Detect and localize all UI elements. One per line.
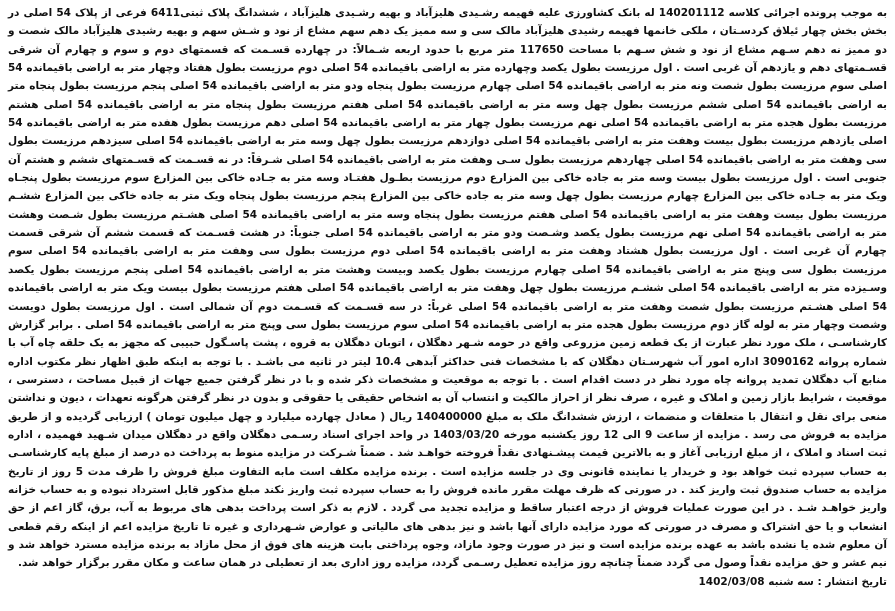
- notice-body-text: به موجب پرونده اجرائی کلاسه 140201112 له بانک کشاورزی علیه فهیمه رشـیدی هلیزآباد و بهیه رشـیدی هلیزآباد ، ششدانگ پلاک ثبتی6411 فرعی از پلاک 54 اصلی در بخش بخش چهار ئیلاق کردسـتان ، ملکی خانمها فهیمه رشیدی هلیزآباد مالک سی و سه ممیز یک دهم سهم مشاع از نود و شـش سهم و بهیه رشیدی هلیزآباد مالک شصت و دو ممیز نه دهم سـهم مشاع از نود و شش سـهم با مساحت 117650 متر مربع با حدود اربعه شـمالاً: در چهارده قسـمت که قسمتهای دوم و سوم و چهارم آن شرقی قسـمتهای دهم و یازدهم آن غربی است . اول مرزیست بطول یکصد وچهارده متر به اراضی باقیمانده 54 اصلی دوم مرزیست بطول هفتاد وچهار متر به اراضی باقیمانده 54 اصلی سوم مرزیست بطول شصت ونه متر به اراضی باقیمانده 54 اصلی چهارم مرزیست بطول پنجاه ودو متر به اراضی باقیمانده 54 اصلی پنجم مرزیست بطول پنجاه متر به اراضی باقیمانده 54 اصلی ششم مرزیست بطول چهل وسه متر به اراضی باقیمانده 54 اصلی هفتم مرزیست بطول پنجاه متر به اراضی باقیمانده 54 اصلی هشتم مرزیست بطول هجده متر به اراضی باقیمانده 54 اصلی نهم مرزیست بطول چهار متر به اراضی باقیمانده 54 اصلی دهم مرزیست بطول هفده متر به اراضی باقیمانده 54 اصلی یازدهم مرزیست بطول بیست وهفت متر به اراضی باقیمانده 54 اصلی دوازدهم مرزیست بطول چهل وسه متر به اراضی باقیمانده 54 اصلی سیزدهم مرزیست بطول سی وهفت متر به اراضی باقیمانده 54 اصلی چهاردهم مرزیست بطول سـی وهفت متر به اراضی باقیمانده 54 اصلی شـرقاً: در نه قسـمت که قسـمتهای ششم و هشتم آن جنوبی است . اول مرزیست بطول بیست وسه متر به جاده خاکی بین المزارع دوم مرزیست بطـول هفتـاد وسه متر به جـاده خاکی بین المزارع سوم مرزیست بطول پنجـاه ویک متر به جـاده خاکی بین المزارع چهارم مرزیست بطول چهل وسه متر به جاده خاکی بین المزارع پنجم مرزیست بطول پنجاه ویک متر به جاده خاکی بین المزارع ششـم مرزیست بطول بیست وهفت متر به اراضی باقیمانده 54 اصلی هفتم مرزیست بطول پنجاه وسه متر به اراضی باقیمانده 54 اصلی هشـتم مرزیست بطول شـصت وهشت متر به اراضی باقیمانده 54 اصلی نهم مرزیست بطول یکصد وشـصت ودو متر به اراضی باقیمانده 54 اصلی جنوباً: در هشت قسـمت که قسمت ششم آن شرقی قسمت چهارم آن غربی است . اول مرزیست بطول هشتاد وهفت متر به اراضی باقیمانده 54 اصلی دوم مرزیست بطول سی وهفت متر به اراضی باقیمانده 54 اصلی سوم مرزیست بطول سی وپنج متر به اراضی باقیمانده 54 اصلی چهارم مرزیست بطول یکصد وبیست وهشت متر به اراضی باقیمانده 54 اصلی پنجم مرزیست بطول یکصد وسـیزده متر به اراضی باقیمانده 54 اصلی ششـم مرزیست بطول چهل وهفت متر به اراضی باقیمانده 54 اصلی هفتم مرزیست بطول بیست ویک متر به اراضی باقیمانده 54 اصلی هشـتم مرزیست بطول شصت وهفت متر به اراضی باقیمانده 54 اصلی غرباً: در سه قسـمت که قسـمت دوم آن شمالی است . اول مرزیست بطول دویست وشصت وچهار متر به لوله گاز دوم مرزیست بطول هجده متر به اراضی باقیمانده 54 اصلی سوم مرزیست بطول سی وپنج متر به اراضی باقیمانده 54 اصلی . برابر گزارش کارشناسـی ، ملک مورد نظر عبارت از یک قطعه زمین مزروعی واقع در حومه شـهر دهگلان ، اتوبان دهگلان به قروه ، پشت پاسـگول حبیبی که مجهز به یک حلقه چاه آب با شماره پروانه 3090162 اداره امور آب شهرسـتان دهگلان که با مشخصات فنی حداکثر آبدهی 10.4 لیتر در ثانیه می باشـد . با توجه به اینکه طبق اظهار نظر مکتوب اداره منابع آب دهگلان تمدید پروانه چاه مورد نظر در دست اقدام است . با توجه به موقعیت و مشخصات ذکر شده و با در نظر گرفتن جمیع جهات از قبیل مساحت ، دسترسی ، موقعیت ، شرایط بازار زمین و املاک و غیره ، صرف نظر از احراز مالکیت و انتساب آن به اشخاص حقیقی یا حقوقی و بدون در نظر گرفتن هرگونه تعهدات ، دیون و نداشتن منعی برای نقل و انتقال با متعلقات و منضمات ، ارزش ششدانگ ملک به مبلغ 140400000 ریال ( معادل چهارده میلیارد و چهل میلیون تومان ) ارزیابی گردیده و از طریق مزایده به فروش می رسد . مزایده از ساعت 9 الی 12 روز یکشنبه مورخه 1403/03/20 در واحد اجرای اسناد رسـمی دهگلان واقع در دهگلان میدان شـهید فهمیده ، اداره ثبت اسناد و املاک ، از مبلغ ارزیابی آغاز و به بالاترین قیمت پیشـنهادی نقداً فروخته خواهـد شد . ضمناً شـرکت در مزایده منوط به پرداخت ده درصد از مبلغ پایه کارشناسـی به حساب سپرده ثبت خواهد بود و خریدار یا نماینده قانونی وی در جلسه مزایده است . برنده مزایده مکلف است مابه التفاوت مبلغ فروش را ظرف مدت 5 روز از تاریخ مزایده به حساب صندوق ثبت واریز کند . در صورتی که ظرف مهلت مقرر مانده فروش را به حساب سپرده ثبت واریز نکند مبلغ مذکور قابل استرداد نبوده و به حساب خزانه واریز خواهـد شـد . در این صورت عملیات فروش از درجه اعتبار ساقط و مزایده تجدید می گردد . لازم به ذکر است پرداخت بدهی های مربوط به آب، برق، گاز اعم از حق انشعاب و یا حق اشتراک و مصرف در صورتی که مورد مزایده دارای آنها باشد و نیز بدهی های مالیاتی و عوارض شـهرداری و غیره تا تاریخ مزایده اعم از اینکه رقم قطعی آن معلوم شده یا نشده باشد به عهده برنده مزایده است و نیز در صورت وجود مازاد، وجوه پرداختی بابت هزینه های فوق از محل مازاد به برنده مزایده مسترد خواهد شد و نیم عشر و حق مزایده نقداً وصول می گردد ضمناً چنانچه روز مزایده تعطیل رسـمی گردد، مزایده روز اداری بعد از تعطیلی در همان ساعت و مکان مقرر برگزار خواهد شد.: [8, 7, 888, 570]
- publication-date: تاریخ انتشار : سه شنبه 1402/03/08: [698, 575, 887, 588]
